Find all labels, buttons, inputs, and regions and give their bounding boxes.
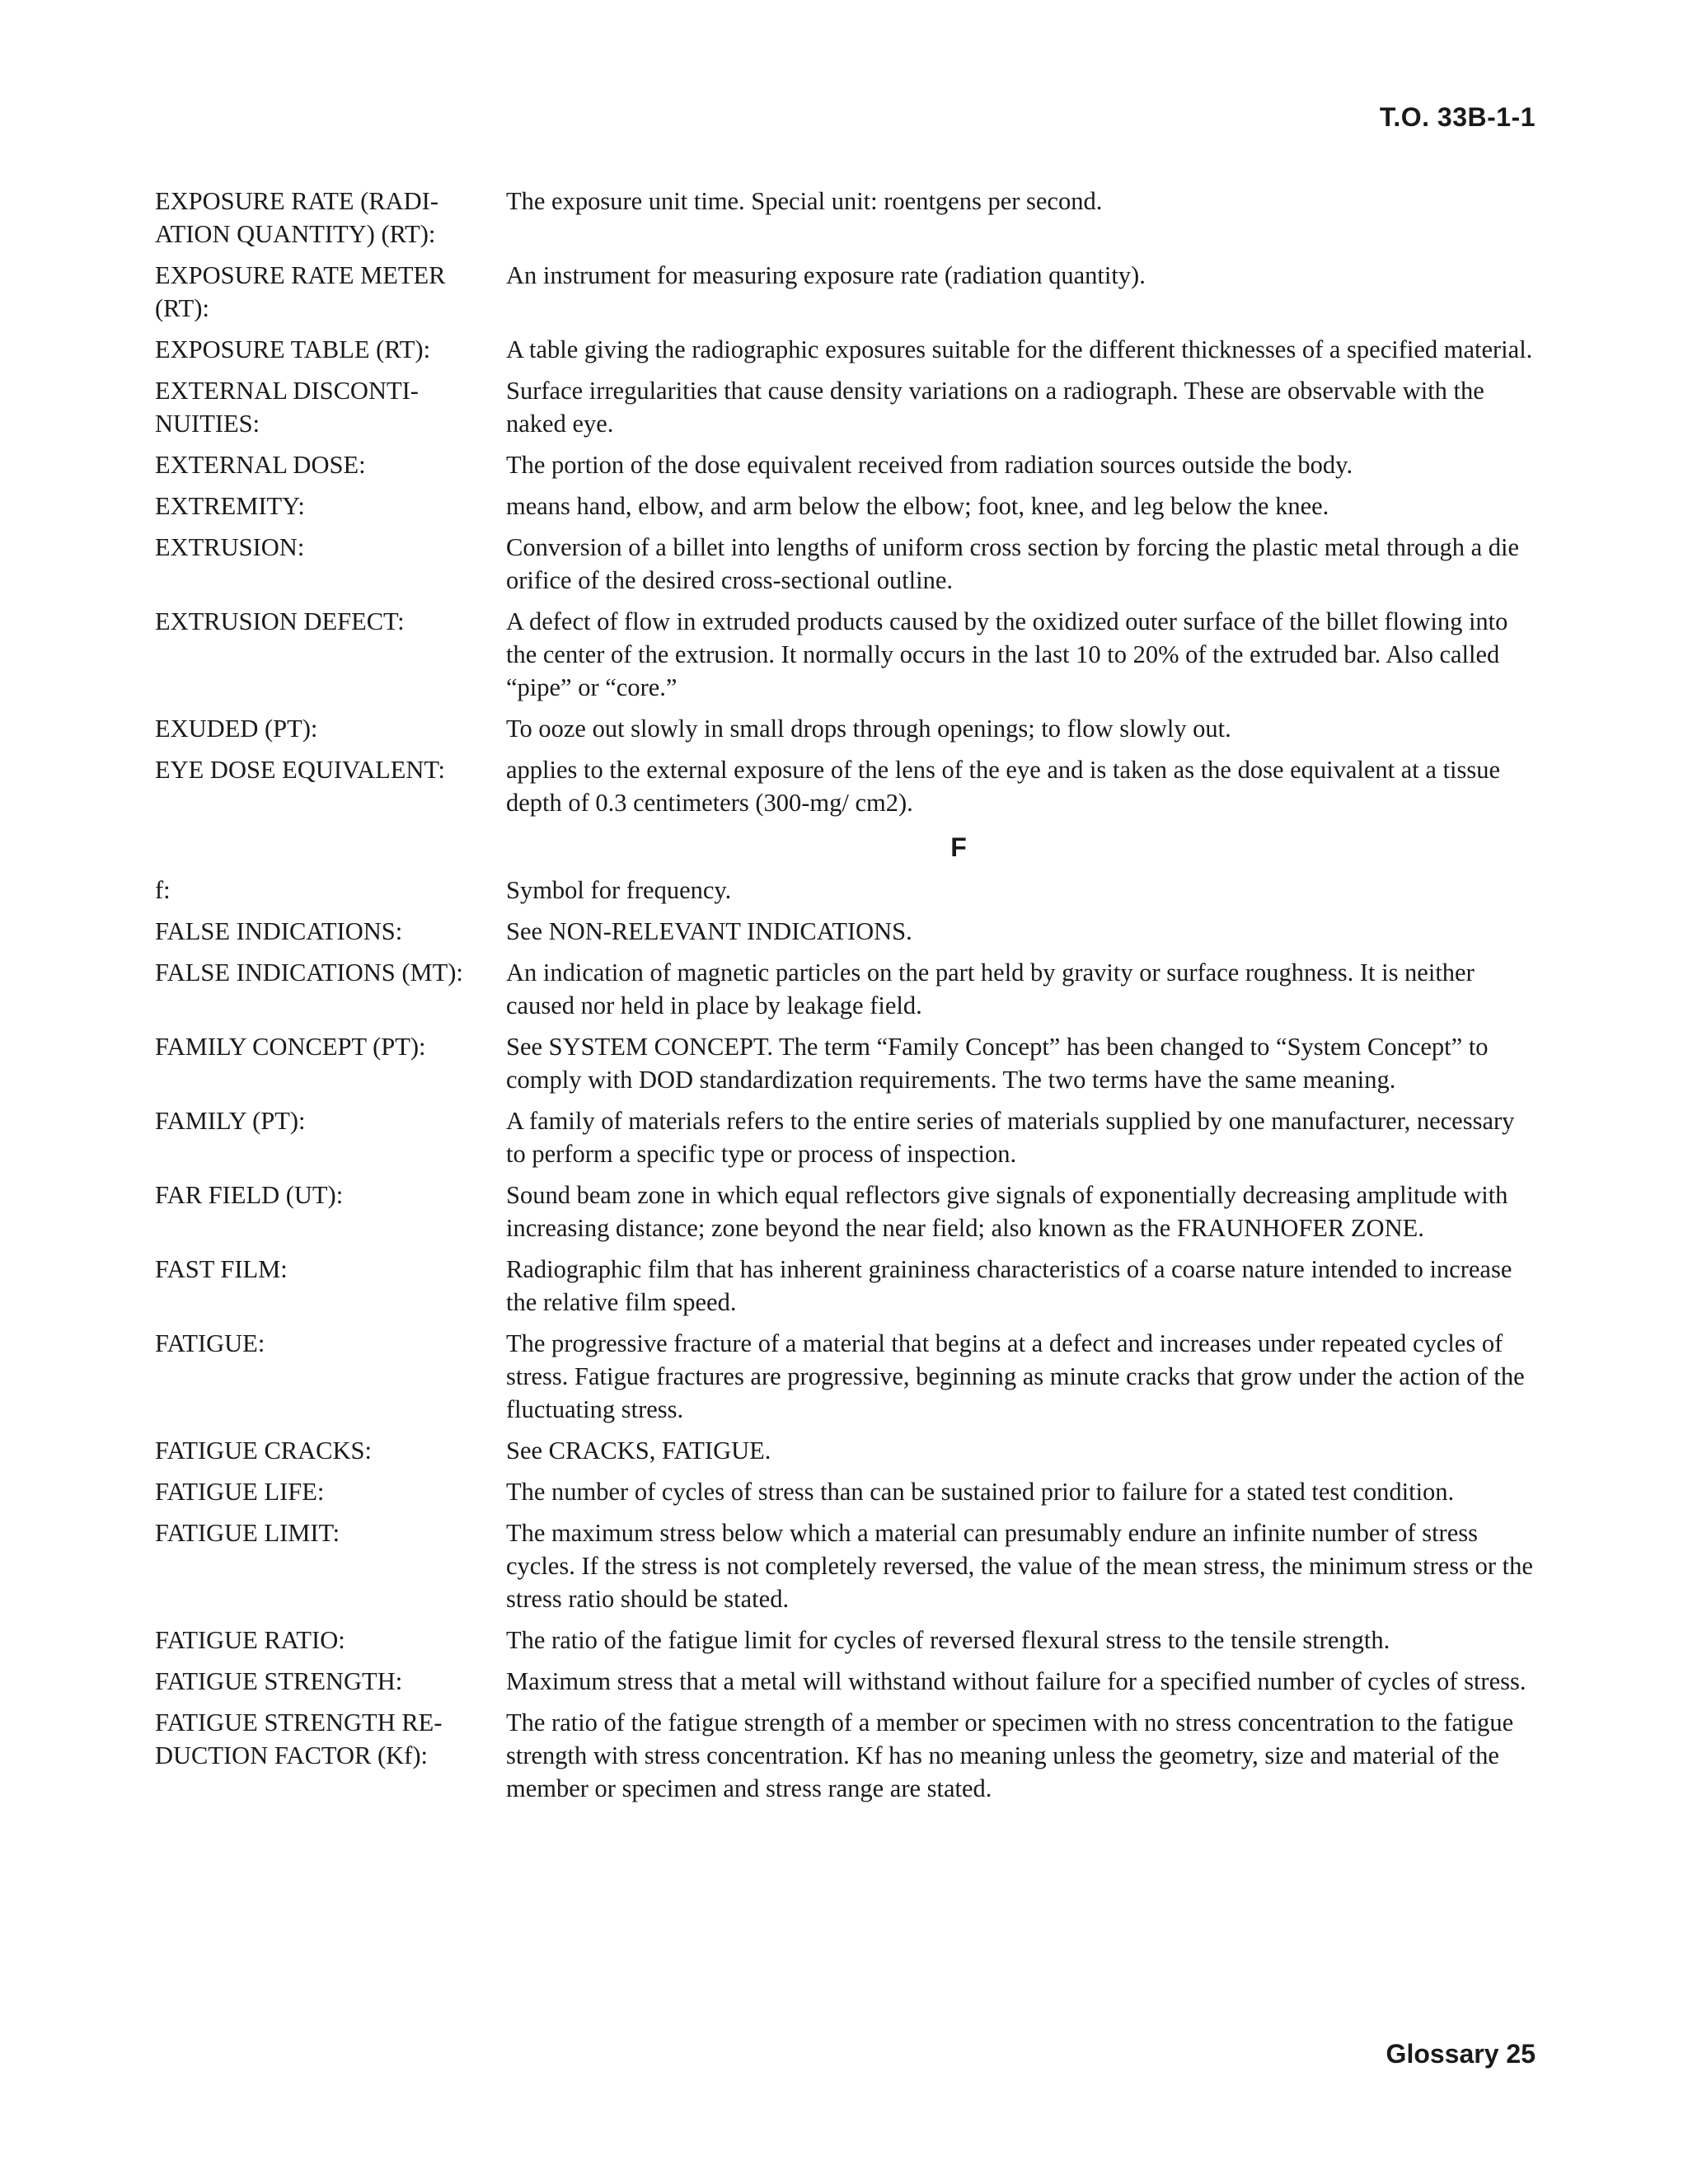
glossary-definition: An instrument for measuring exposure rate (radiation quantity).	[506, 261, 1146, 289]
glossary-definition: Maximum stress that a metal will withstand without failure for a specified number of cycles of stress.	[506, 1667, 1526, 1695]
glossary-definition: A family of materials refers to the entire series of materials supplied by one manufacturer, necessary to perform a specific type or process of inspection.	[506, 1107, 1515, 1168]
glossary-term: EXPOSURE RATE METER (RT):	[155, 261, 446, 322]
glossary-entry	[155, 1104, 1540, 1170]
glossary-entry	[155, 374, 1540, 440]
glossary-entries	[155, 185, 1540, 1813]
glossary-entry	[155, 874, 1540, 907]
glossary-definition: applies to the external exposure of the lens of the eye and is taken as the dose equivalent at a tissue depth of 0.3 centimeters (300-mg/ cm2).	[506, 756, 1501, 817]
glossary-definition: means hand, elbow, and arm below the elbow; foot, knee, and leg below the knee.	[506, 492, 1329, 520]
section-letter-heading: F	[950, 832, 967, 862]
glossary-definition: A table giving the radiographic exposures suitable for the different thicknesses of a specified material.	[506, 335, 1533, 363]
glossary-definition: The maximum stress below which a material can presumably endure an infinite number of stress cycles. If the stress is not completely reversed, the value of the mean stress, the minimum stress or the stress ratio should be stated.	[506, 1519, 1533, 1613]
glossary-definition: The number of cycles of stress than can be sustained prior to failure for a stated test condition.	[506, 1478, 1455, 1506]
glossary-entry	[155, 490, 1540, 523]
glossary-list-f	[155, 874, 1540, 1805]
glossary-definition: Conversion of a billet into lengths of uniform cross section by forcing the plastic metal through a die orifice of the desired cross-sectional outline.	[506, 533, 1520, 594]
glossary-definition: The exposure unit time. Special unit: roentgens per second.	[506, 187, 1103, 215]
glossary-entry	[155, 712, 1540, 745]
glossary-definition: A defect of flow in extruded products caused by the oxidized outer surface of the billet flowing into the center of the extrusion. It normally occurs in the last 10 to 20% of the extruded bar. Also called “pipe” or “core.”	[506, 607, 1508, 701]
glossary-definition: The portion of the dose equivalent received from radiation sources outside the body.	[506, 451, 1353, 479]
glossary-entry	[155, 605, 1540, 704]
glossary-term: FAR FIELD (UT):	[155, 1181, 344, 1209]
glossary-term: FALSE INDICATIONS:	[155, 917, 403, 945]
glossary-definition: Symbol for frequency.	[506, 876, 732, 904]
glossary-entry	[155, 1030, 1540, 1096]
glossary-term: EXUDED (PT):	[155, 715, 318, 743]
glossary-definition: An indication of magnetic particles on the part held by gravity or surface roughness. It is neither caused nor held in place by leakage field.	[506, 958, 1475, 1019]
glossary-term: FATIGUE CRACKS:	[155, 1436, 372, 1465]
glossary-term: FALSE INDICATIONS (MT):	[155, 958, 463, 987]
glossary-term: FAMILY CONCEPT (PT):	[155, 1033, 426, 1061]
glossary-term: EXPOSURE RATE (RADI-ATION QUANTITY) (RT):	[155, 187, 438, 248]
glossary-term: EXTERNAL DISCONTI-NUITIES:	[155, 377, 419, 438]
glossary-entry	[155, 1327, 1540, 1426]
glossary-term: FATIGUE:	[155, 1329, 265, 1357]
document-number: T.O. 33B-1-1	[1379, 102, 1536, 132]
glossary-entry	[155, 531, 1540, 597]
glossary-entry	[155, 185, 1540, 251]
glossary-entry	[155, 1624, 1540, 1657]
glossary-term: EXTRUSION DEFECT:	[155, 607, 405, 635]
glossary-entry	[155, 259, 1540, 325]
glossary-entry	[155, 1665, 1540, 1698]
glossary-definition: The progressive fracture of a material that begins at a defect and increases under repeated cycles of stress. Fatigue fractures are progressive, beginning as minute cracks that grow under the action of the fluctuating stress.	[506, 1329, 1525, 1423]
glossary-term: FATIGUE LIFE:	[155, 1478, 325, 1506]
glossary-term: EXTREMITY:	[155, 492, 305, 520]
glossary-entry	[155, 448, 1540, 481]
glossary-entry	[155, 753, 1540, 819]
glossary-definition: The ratio of the fatigue strength of a member or specimen with no stress concentration to the fatigue strength with stress concentration. Kf has no meaning unless the geometry, size and material of the member or specimen and stress range are stated.	[506, 1708, 1514, 1802]
glossary-term: FATIGUE RATIO:	[155, 1626, 345, 1654]
glossary-term: EYE DOSE EQUIVALENT:	[155, 756, 446, 784]
glossary-definition: Sound beam zone in which equal reflectors give signals of exponentially decreasing amplitude with increasing distance; zone beyond the near field; also known as the FRAUNHOFER ZONE.	[506, 1181, 1508, 1242]
glossary-definition: The ratio of the fatigue limit for cycles of reversed flexural stress to the tensile strength.	[506, 1626, 1390, 1654]
glossary-term: FATIGUE LIMIT:	[155, 1519, 340, 1547]
glossary-entry	[155, 1434, 1540, 1467]
glossary-entry	[155, 333, 1540, 366]
glossary-entry	[155, 915, 1540, 948]
glossary-definition: See CRACKS, FATIGUE.	[506, 1436, 771, 1465]
glossary-definition: To ooze out slowly in small drops through openings; to flow slowly out.	[506, 715, 1231, 743]
glossary-definition: Radiographic film that has inherent graininess characteristics of a coarse nature intended to increase the relative film speed.	[506, 1255, 1512, 1316]
glossary-term: EXTERNAL DOSE:	[155, 451, 366, 479]
glossary-entry	[155, 1706, 1540, 1805]
glossary-term: EXPOSURE TABLE (RT):	[155, 335, 431, 363]
glossary-list-e	[155, 185, 1540, 819]
glossary-definition: Surface irregularities that cause density variations on a radiograph. These are observable with the naked eye.	[506, 377, 1484, 438]
glossary-entry	[155, 1516, 1540, 1615]
glossary-definition: See NON-RELEVANT INDICATIONS.	[506, 917, 912, 945]
glossary-definition: See SYSTEM CONCEPT. The term “Family Concept” has been changed to “System Concept” to comply with DOD standardization requirements. The two terms have the same meaning.	[506, 1033, 1489, 1094]
glossary-term: FAST FILM:	[155, 1255, 288, 1283]
glossary-term: EXTRUSION:	[155, 533, 305, 561]
glossary-entry	[155, 1253, 1540, 1319]
glossary-entry	[155, 1179, 1540, 1244]
glossary-term: FAMILY (PT):	[155, 1107, 306, 1135]
glossary-term: FATIGUE STRENGTH:	[155, 1667, 403, 1695]
page-label: Glossary 25	[1386, 2039, 1536, 2069]
glossary-entry	[155, 1475, 1540, 1508]
glossary-term: FATIGUE STRENGTH RE-DUCTION FACTOR (Kf):	[155, 1708, 443, 1769]
glossary-entry	[155, 956, 1540, 1022]
glossary-term: f:	[155, 876, 171, 904]
